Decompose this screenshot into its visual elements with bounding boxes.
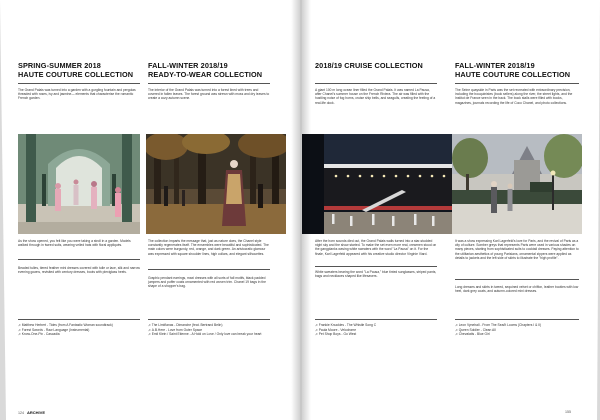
- section-name: ARCHIVE: [27, 410, 46, 415]
- seine-quayside-photo: [452, 134, 582, 234]
- title-rule: [18, 83, 140, 84]
- track-item: ♫ Chevalatis - Blue Girl: [455, 332, 579, 337]
- show-text: As the show opened, you felt like you were taking a stroll in a garden. Models walked through in tweed suits, wearing veiled hats with floral appliqués.: [18, 239, 131, 248]
- column-title: FALL-WINTER 2018/19 READY-TO-WEAR COLLECTION: [148, 61, 263, 79]
- track-item: ♫ The Limiñanas - Dimanche (feat. Bertrand Belin): [148, 323, 270, 328]
- track-item: ♫ Frankie Knuckles - The Whistle Song C: [315, 323, 437, 328]
- soundtrack-rule: [148, 319, 270, 320]
- column-title: SPRING-SUMMER 2018 HAUTE COUTURE COLLECTION: [18, 61, 134, 79]
- track-item: ♫ Queen Soldier - Clean All: [455, 328, 579, 333]
- track-item: ♫ Pet Shop Boys - Go West: [315, 332, 437, 337]
- right-page-number: 155: [565, 410, 571, 414]
- show-text: It was a show expressing Karl Lagerfeld's love for Paris, and the revival of Paris as a city of culture. Somber greys that represents Paris were used in various shades on many pieces, starting from sophisticated suits to cocktail dresses. Paying attention to the utilitarian aesthetics of young Parisians, ornamental zippers were applied as details to jackets and the left side of skirts to illustrate the "high profile".: [455, 239, 579, 260]
- looks-text: Beaded tulles, tiered feather mini dresses covered with tulle or lace, silk and narrow evening gowns, revisited with century dresses, boots with plexiglass heels.: [18, 266, 140, 275]
- intro-text: The Seine quayside in Paris was the set recreated with extraordinary precision, including the bouquinistes (book sellers) along the river, the street lights, and the Institut de France seen in the back. The book stalls were filled with books, magazines, journals recording the life of Coco Chanel, and photo collections.: [455, 88, 573, 105]
- column-title: 2018/19 CRUISE COLLECTION: [315, 61, 423, 70]
- section-rule: [18, 259, 140, 260]
- section-rule: [315, 266, 437, 267]
- section-rule: [455, 279, 579, 280]
- soundtrack-rule: [455, 319, 579, 320]
- intro-text: The interior of the Grand Palais was turned into a forest lined with trees and covered in fallen leaves. The forest ground was strewn with moss and dry leaves to create a cozy autumn scene.: [148, 88, 270, 101]
- track-item: ♫ Know-One-Pix - Cascadia: [18, 332, 140, 337]
- forest-runway-photo: [146, 134, 286, 234]
- soundtrack-list: [455, 323, 579, 337]
- soundtrack-list: [18, 323, 140, 337]
- looks-text: Graphic pendant earrings, maxi dresses with all sorts of fall motifs, black padded jumpers and puffer coats ornamented with red woven trim. Chanel 19 bags in the shape of a shopper's bag.: [148, 276, 266, 289]
- show-text: The collection imparts the message that, just as nature does, the Chanel style constantly regenerates itself. The ensembles were beautiful and sophisticated. The main colors were burgundy, red, orange, and dark green. An aristocratic glamour was expressed with square shoulder lines, high collars, and elegant silhouettes.: [148, 239, 269, 256]
- ocean-liner-photo: [302, 134, 452, 234]
- soundtrack-list: [315, 323, 437, 337]
- title-rule: [148, 83, 270, 84]
- right-folio: [565, 410, 571, 414]
- looks-text: Long dresses and skirts in tweed, sequined velvet or chiffon, leather booties with low heel, dark grey coats, and autumn-colored mini dresses.: [455, 285, 579, 294]
- show-text: After the horn sounds died out, the Grand Palais walls turned into a star-studded night sky and the show started. To make the set even more real, crewmen stood on the gangplanks waving white sweaters with the word "La Pausa" on it. For the finale, Karl Lagerfeld appeared with his creative studio director Virginie Viard.: [315, 239, 437, 256]
- track-item: ♫ Matthew Herbert - Tides (from A Fantastic Woman soundtrack): [18, 323, 140, 328]
- title-rule: [455, 83, 579, 84]
- soundtrack-list: [148, 323, 270, 337]
- track-item: ♫ Emil Klein / Saint Etienne - A Hold on Love / Only love can break your heart: [148, 332, 270, 337]
- left-folio: [18, 410, 45, 415]
- left-page-number: 124: [18, 411, 24, 415]
- track-item: ♫ A.B.Here - Love from Outer Space: [148, 328, 270, 333]
- section-rule: [148, 269, 270, 270]
- intro-text: The Grand Palais was turned into a garden with a gurgling fountain and pergolas threaded with roses, ivy and jasmine— elements that characterise the romantic French garden.: [18, 88, 136, 101]
- title-rule: [315, 83, 437, 84]
- looks-text: White sweaters bearing the word "La Pausa," blue tinted sunglasses, striped pants, bags and necklaces shaped like lifesavers.: [315, 270, 437, 279]
- soundtrack-rule: [18, 319, 140, 320]
- track-item: ♫ Forest Swords - Raw Language (Instrumental): [18, 328, 140, 333]
- garden-runway-photo: [18, 134, 140, 234]
- soundtrack-rule: [315, 319, 437, 320]
- intro-text: A giant 100 m long ocean liner filled the Grand Palais. It was named La Pausa, after Chanel's summer house on the French Riviera. The air was filled with the hustling noise of fog horns, cruise ship bells, and seagulls, creating the feeling of a real-life dock.: [315, 88, 436, 105]
- column-title: FALL-WINTER 2018/19 HAUTE COUTURE COLLECTION: [455, 61, 571, 79]
- track-item: ♫ Leon Vynehall - From The Sea/It Looms (Chapters I & II): [455, 323, 579, 328]
- track-item: ♫ Paula Moore - Velodrome: [315, 328, 437, 333]
